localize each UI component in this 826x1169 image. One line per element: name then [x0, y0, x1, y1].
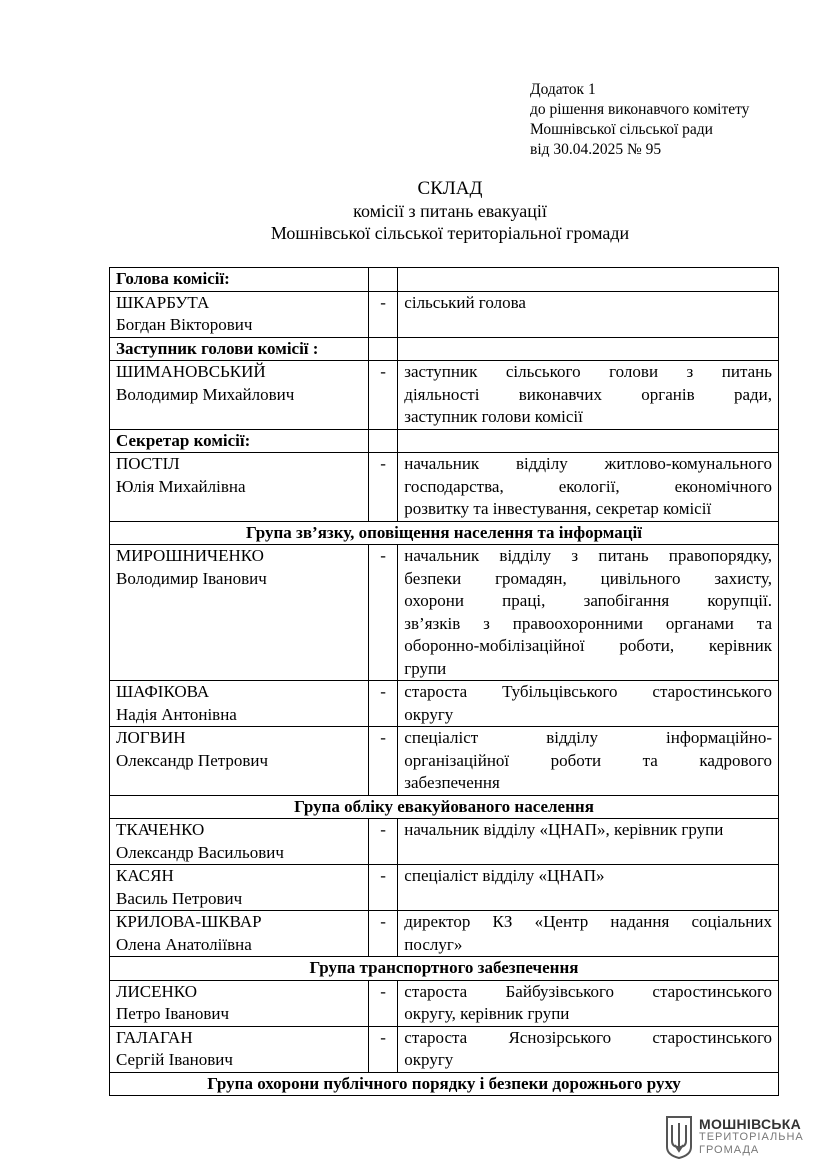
dash: - [368, 361, 397, 430]
member-role: заступник сільського голови з питань діяльності виконавчих органів ради, заступник голови комісії [398, 361, 779, 430]
title-main: СКЛАД [417, 178, 483, 199]
logo-line-2: ТЕРИТОРІАЛЬНА [699, 1130, 804, 1143]
member-role: начальник відділу «ЦНАП», керівник групи [398, 819, 779, 865]
table-row [110, 727, 779, 796]
member-role: сільський голова [398, 291, 779, 337]
table-row [110, 819, 779, 865]
title-sub-2: Мошнівської сільської територіальної громади [270, 223, 630, 243]
annex-line-4: від 30.04.2025 № 95 [530, 141, 662, 158]
section-header-head: Голова комісії: [110, 268, 369, 292]
member-name: ШКАРБУТА Богдан Вікторович [110, 291, 369, 337]
member-name: ШАФІКОВА Надія Антонівна [110, 681, 369, 727]
member-name: ЛОГВИН Олександр Петрович [110, 727, 369, 796]
document-title [0, 178, 826, 244]
member-role: директор КЗ «Центр надання соціальних послуг» [398, 911, 779, 957]
dash: - [368, 453, 397, 522]
section-header-secretary: Секретар комісії: [110, 429, 369, 453]
trident-icon [665, 1115, 693, 1159]
annex-line-3: Мошнівської сільської ради [530, 121, 713, 138]
member-role: староста Тубільцівського старостинського округу [398, 681, 779, 727]
annex-line-2: до рішення виконавчого комітету [530, 101, 750, 118]
table-row [110, 361, 779, 430]
table-row [110, 268, 779, 292]
dash: - [368, 291, 397, 337]
member-role: начальник відділу житлово-комунального господарства, екології, економічного розвитку та інвестування, секретар комісії [398, 453, 779, 522]
section-header-deputy: Заступник голови комісії : [110, 337, 369, 361]
table-row [110, 1026, 779, 1072]
member-name: ПОСТІЛ Юлія Михайлівна [110, 453, 369, 522]
dash: - [368, 911, 397, 957]
logo-line-3: ГРОМАДА [699, 1143, 760, 1156]
group-header-communication: Група зв’язку, оповіщення населення та інформації [110, 521, 779, 545]
dash: - [368, 545, 397, 681]
community-logo [665, 1115, 804, 1159]
table-row [110, 681, 779, 727]
dash: - [368, 1026, 397, 1072]
table-row [110, 291, 779, 337]
dash: - [368, 865, 397, 911]
table-row [110, 429, 779, 453]
member-name: ГАЛАГАН Сергій Іванович [110, 1026, 369, 1072]
logo-line-1: МОШНІВСЬКА [699, 1115, 802, 1132]
member-role: спеціаліст відділу «ЦНАП» [398, 865, 779, 911]
table-row [110, 453, 779, 522]
group-header-registration: Група обліку евакуйованого населення [110, 795, 779, 819]
dash: - [368, 727, 397, 796]
member-role: староста Яснозірського старостинського округу [398, 1026, 779, 1072]
member-role: спеціаліст відділу інформаційно- організаційної роботи та кадрового забезпечення [398, 727, 779, 796]
table-row [110, 865, 779, 911]
commission-table [109, 267, 779, 1096]
member-name: КАСЯН Василь Петрович [110, 865, 369, 911]
dash: - [368, 980, 397, 1026]
dash: - [368, 681, 397, 727]
table-row [110, 337, 779, 361]
member-name: МИРОШНИЧЕНКО Володимир Іванович [110, 545, 369, 681]
member-name: ШИМАНОВСЬКИЙ Володимир Михайлович [110, 361, 369, 430]
annex-block [530, 80, 749, 160]
table-row [110, 1072, 779, 1096]
table-row [110, 795, 779, 819]
member-name: ЛИСЕНКО Петро Іванович [110, 980, 369, 1026]
member-name: ТКАЧЕНКО Олександр Васильович [110, 819, 369, 865]
member-role: начальник відділу з питань правопорядку, безпеки громадян, цивільного захисту, охорони праці, запобігання корупції. зв’язків з правоохоронними органами та оборонно-мобілізаційної роботи, керівник групи [398, 545, 779, 681]
annex-line-1: Додаток 1 [530, 81, 596, 98]
group-header-transport: Група транспортного забезпечення [110, 957, 779, 981]
dash: - [368, 819, 397, 865]
table-row [110, 545, 779, 681]
table-row [110, 521, 779, 545]
title-sub-1: комісії з питань евакуації [353, 201, 547, 221]
member-name: КРИЛОВА-ШКВАР Олена Анатоліївна [110, 911, 369, 957]
member-role: староста Байбузівського старостинського округу, керівник групи [398, 980, 779, 1026]
group-header-public-order: Група охорони публічного порядку і безпеки дорожнього руху [110, 1072, 779, 1096]
table-row [110, 957, 779, 981]
table-row [110, 911, 779, 957]
table-row [110, 980, 779, 1026]
